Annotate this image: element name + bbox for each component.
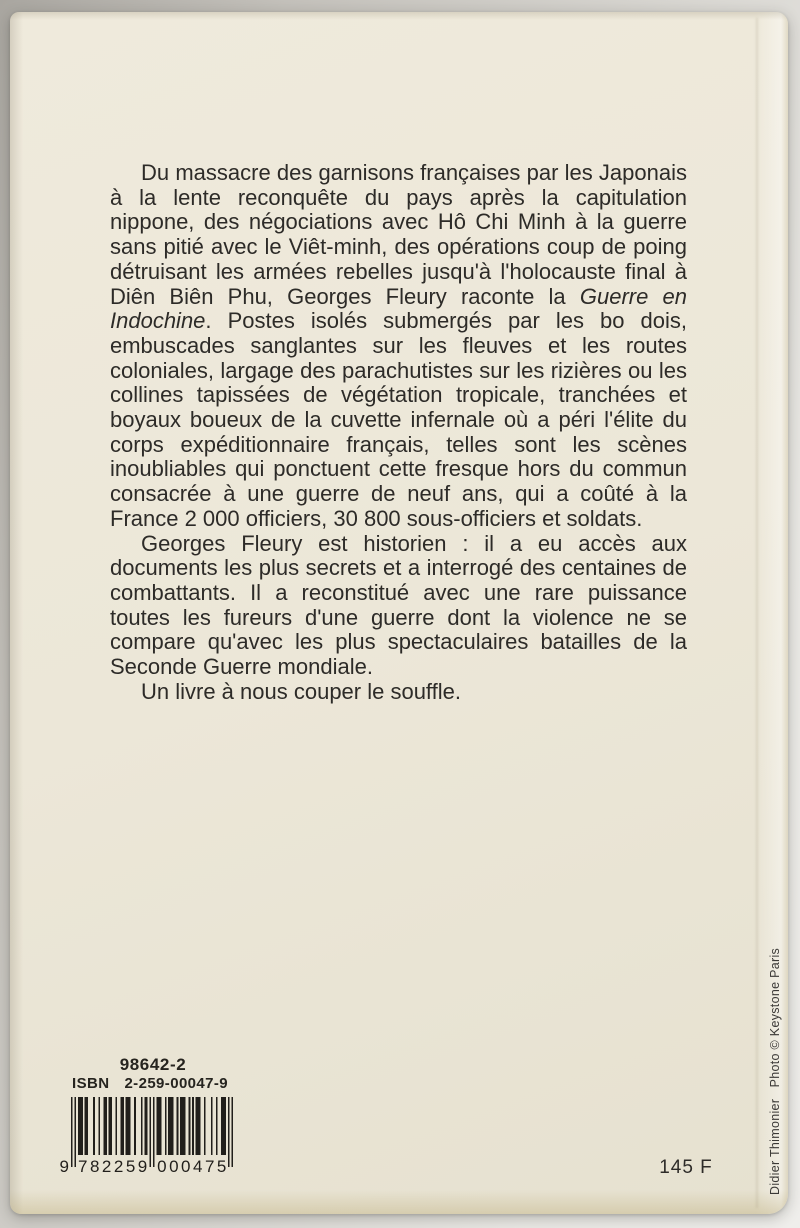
barcode-digits-left: 782259 (78, 1157, 150, 1176)
cover-edge-crease (756, 18, 758, 1208)
blurb-paragraph-2: Georges Fleury est historien : il a eu accès aux documents les plus secrets et a interrogé des centaines de combattants. Il a reconstitué avec une rare puissance toutes les fureurs d'une guerre dont la violence ne se compare qu'avec les plus spectaculaires batailles de la Seconde Guerre mondiale. (110, 530, 687, 680)
blurb-paragraph-1: Du massacre des garnisons françaises par les Japonais à la lente reconquête du pays après la capitulation nippone, des négociations avec Hô Chi Minh à la guerre sans pitié avec le Viêt-minh, des opérations coup de poing détruisant les armées rebelles jusqu'à l'holocauste final à Diên Biên Phu, Georges Fleury raconte la Guerre en Indochine. Postes isolés submergés par les bo dois, embuscades sanglantes sur les fleuves et les routes coloniales, largage des parachutistes sur les rizières ou les collines tapissées de végétation tropicale, tranchées et boyaux boueux de la cuvette infernale où a péri l'élite du corps expéditionnaire français, telles sont les scènes inoubliables qui ponctuent cette fresque hors du commun consacrée à une guerre de neuf ans, qui a coûté à la France 2 000 officiers, 30 800 sous-officiers et soldats. (110, 160, 688, 531)
barcode-digit-first: 9 (59, 1157, 69, 1176)
print-code: 98642-2 (119, 1055, 187, 1074)
isbn-label: ISBN (72, 1075, 110, 1092)
ean13-barcode (59, 1097, 233, 1179)
isbn-line (72, 1075, 240, 1092)
back-cover-blurb (110, 161, 687, 704)
blurb-paragraph-3: Un livre à nous couper le souffle. (141, 678, 461, 704)
barcode-digits-right: 000475 (157, 1157, 229, 1176)
photo-credit: Didier Thimonier Photo © Keystone Paris (768, 947, 782, 1195)
isbn-number: 2-259-00047-9 (124, 1075, 229, 1092)
book-back-cover (10, 12, 788, 1214)
price-label: 145 F (659, 1157, 713, 1178)
